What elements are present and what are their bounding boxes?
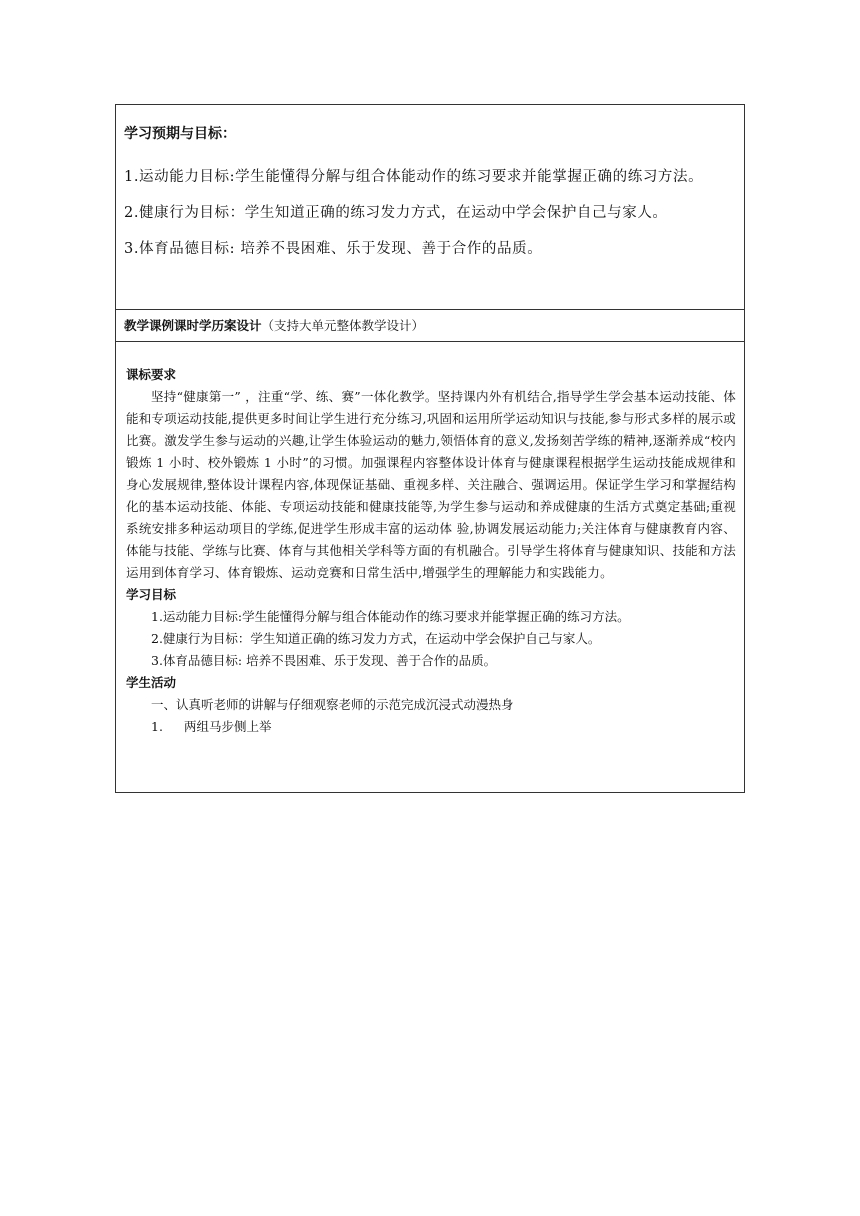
- design-title: 教学课例课时学历案设计: [124, 318, 262, 333]
- activity-item-text: 两组马步侧上举: [184, 719, 272, 734]
- activity-intro: 一、认真听老师的讲解与仔细观察老师的示范完成沉浸式动漫热身: [151, 697, 514, 712]
- activity-item-number: 1.: [151, 719, 163, 734]
- objective-item-health: 2.健康行为目标：学生知道正确的练习发力方式，在运动中学会保护自己与家人。: [151, 631, 601, 646]
- goal-item-character: 3.体育品德目标: 培养不畏困难、乐于发现、善于合作的品质。: [124, 241, 543, 257]
- goals-cell: [115, 104, 745, 309]
- goal-item-motor: 1.运动能力目标:学生能懂得分解与组合体能动作的练习要求并能掌握正确的练习方法。: [124, 169, 704, 185]
- lesson-plan-table: [115, 104, 745, 793]
- objectives-heading: 学习目标: [126, 587, 177, 602]
- goals-heading: 学习预期与目标：: [124, 126, 236, 142]
- curriculum-heading: 课标要求: [126, 367, 177, 382]
- goal-item-health: 2.健康行为目标：学生知道正确的练习发力方式，在运动中学会保护自己与家人。: [124, 205, 668, 221]
- activity-item: [126, 716, 736, 738]
- detail-cell: [115, 341, 745, 793]
- design-title-row: [115, 309, 745, 341]
- activities-heading: 学生活动: [126, 675, 177, 690]
- curriculum-text: 坚持“健康第一” ，注重“学、练、赛”一体化教学。坚持课内外有机结合,指导学生学会基本运动技能、体能和专项运动技能,提供更多时间让学生进行充分练习,巩固和运用所学运动知识与技能,参与形式多样的展示或比赛。激发学生参与运动的兴趣,让学生体验运动的魅力,领悟体育的意义,发扬刻苦学练的精神,逐渐养成“校内锻炼 1 小时、校外锻炼 1 小时”的习惯。加强课程内容整体设计体育与健康课程根据学生运动技能成规律和身心发展规律,整体设计课程内容,体现保证基础、重视多样、关注融合、强调运用。保证学生学习和掌握结构化的基本运动技能、体能、专项运动技能和健康技能等,为学生参与运动和养成健康的生活方式奠定基础;重视系统安排多种运动项目的学练,促进学生形成丰富的运动体 验,协调发展运动能力;关注体育与健康教育内容、体能与技能、学练与比赛、体育与其他相关学科等方面的有机融合。引导学生将体育与健康知识、技能和方法运用到体育学习、体育锻炼、运动竞赛和日常生活中,增强学生的理解能力和实践能力。: [126, 389, 736, 580]
- objective-item-motor: 1.运动能力目标:学生能懂得分解与组合体能动作的练习要求并能掌握正确的练习方法。: [151, 609, 630, 624]
- design-title-note: （支持大单元整体教学设计）: [261, 318, 425, 333]
- objective-item-character: 3.体育品德目标: 培养不畏困难、乐于发现、善于合作的品质。: [151, 653, 497, 668]
